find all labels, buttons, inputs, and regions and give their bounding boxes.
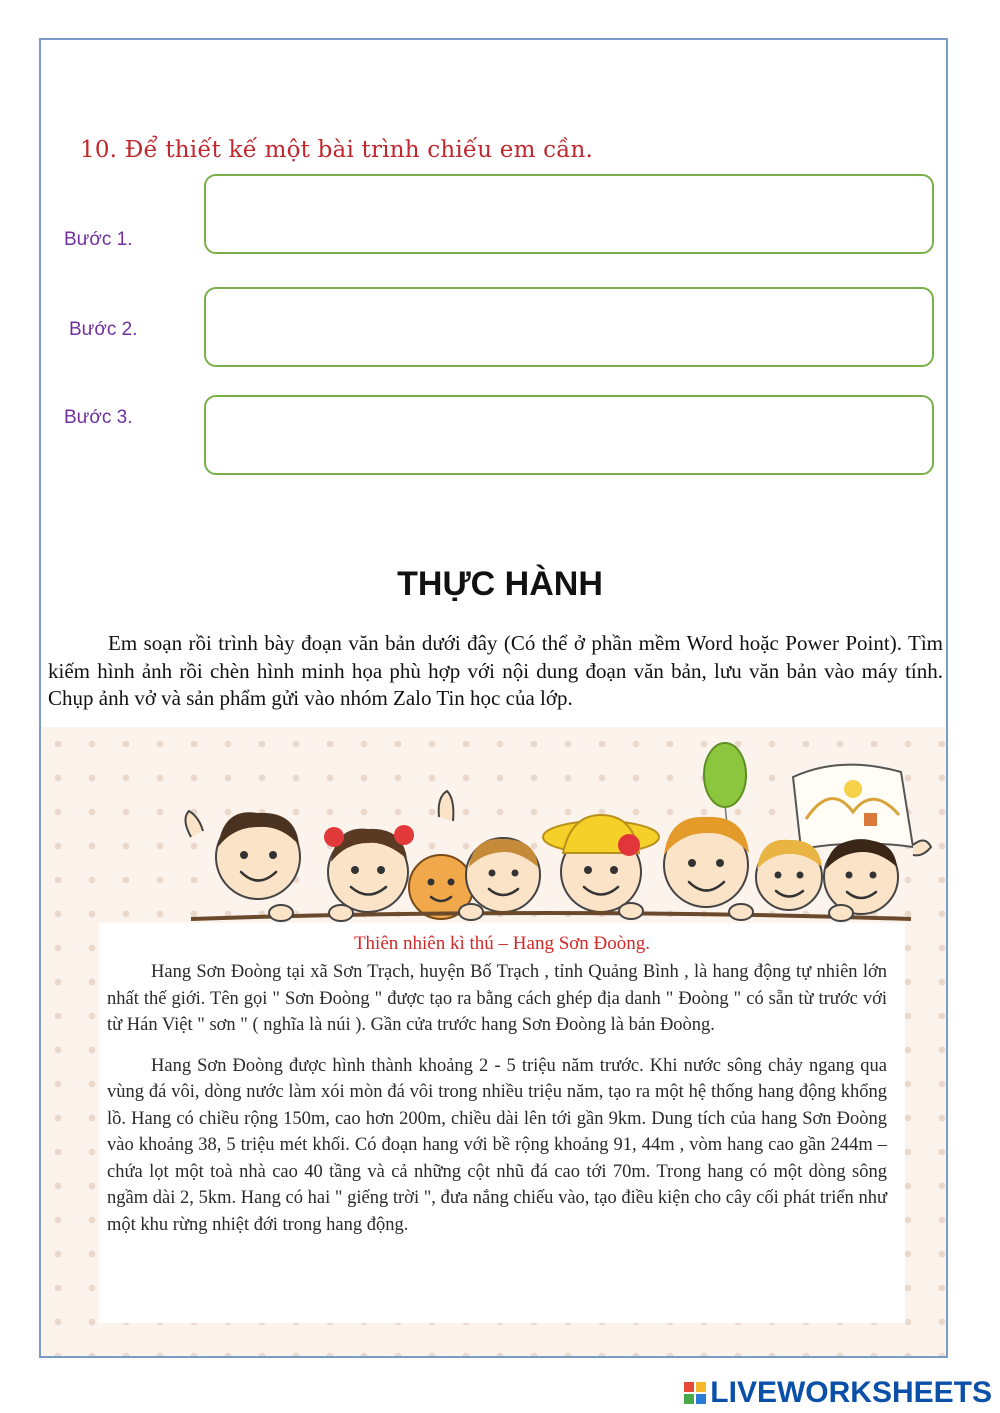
practice-instructions: Em soạn rồi trình bày đoạn văn bản dưới đây (Có thể ở phần mềm Word hoặc Power Point). Tìm kiếm hình ảnh rồi chèn hình minh họa phù hợp với nội dung đoạn văn bản, lưu văn bản vào máy tính. Chụp ảnh vở và sản phẩm gửi vào nhóm Zalo Tin học của lớp. [48, 631, 943, 710]
liveworksheets-logo[interactable] [684, 1376, 992, 1410]
practice-heading: THỰC HÀNH [397, 565, 603, 603]
poster-text-card [99, 923, 905, 1323]
poster-image [41, 727, 946, 1356]
poster-body [107, 959, 887, 1252]
poster-paragraph-1: Hang Sơn Đoòng tại xã Sơn Trạch, huyện Bố Trạch , tỉnh Quảng Bình , là hang động tự nhiên lớn nhất thế giới. Tên gọi " Sơn Đoòng " được tạo ra bằng cách ghép địa danh " Đoòng " có sẵn từ trước với từ Hán Việt " sơn " ( nghĩa là núi ). Gần cửa trước hang Sơn Đoòng là bản Đoòng. [107, 962, 887, 1035]
liveworksheets-brand-text: LIVEWORKSHEETS [710, 1376, 992, 1409]
step-2-answer-box[interactable] [204, 287, 934, 367]
step-3-answer-box[interactable] [204, 395, 934, 475]
step-2-label: Bước 2. [69, 319, 138, 340]
liveworksheets-logo-icon [684, 1382, 706, 1404]
kids-illustration [41, 727, 946, 927]
poster-paragraph-2: Hang Sơn Đoòng được hình thành khoảng 2 - 5 triệu năm trước. Khi nước sông chảy ngang qua vùng đá vôi, dòng nước làm xói mòn đá vôi trong nhiều triệu năm, tạo ra một hệ thống hang động khổng lồ. Hang có chiều rộng 150m, cao hơn 200m, chiều dài lên tới gần 9km. Dung tích của hang Sơn Đoòng vào khoảng 38, 5 triệu mét khối. Có đoạn hang với bề rộng khoảng 91, 44m , vòm hang cao gần 244m – chứa lọt một toà nhà cao 40 tầng và cả những cột nhũ đá cao tới 70m. Trong hang có một dòng sông ngầm dài 2, 5km. Hang có hai " giếng trời ", đưa nắng chiếu vào, tạo điều kiện cho cây cối phát triển như một khu rừng nhiệt đới trong hang động. [107, 1055, 887, 1235]
balloon-icon [704, 743, 746, 807]
step-1-answer-box[interactable] [204, 174, 934, 254]
step-1-label: Bước 1. [64, 229, 133, 250]
poster-title: Thiên nhiên kì thú – Hang Sơn Đoòng. [353, 933, 651, 954]
drawing-paper-icon [793, 765, 913, 849]
step-3-label: Bước 3. [64, 407, 133, 428]
question-title: 10. Để thiết kế một bài trình chiếu em cần. [80, 137, 594, 163]
